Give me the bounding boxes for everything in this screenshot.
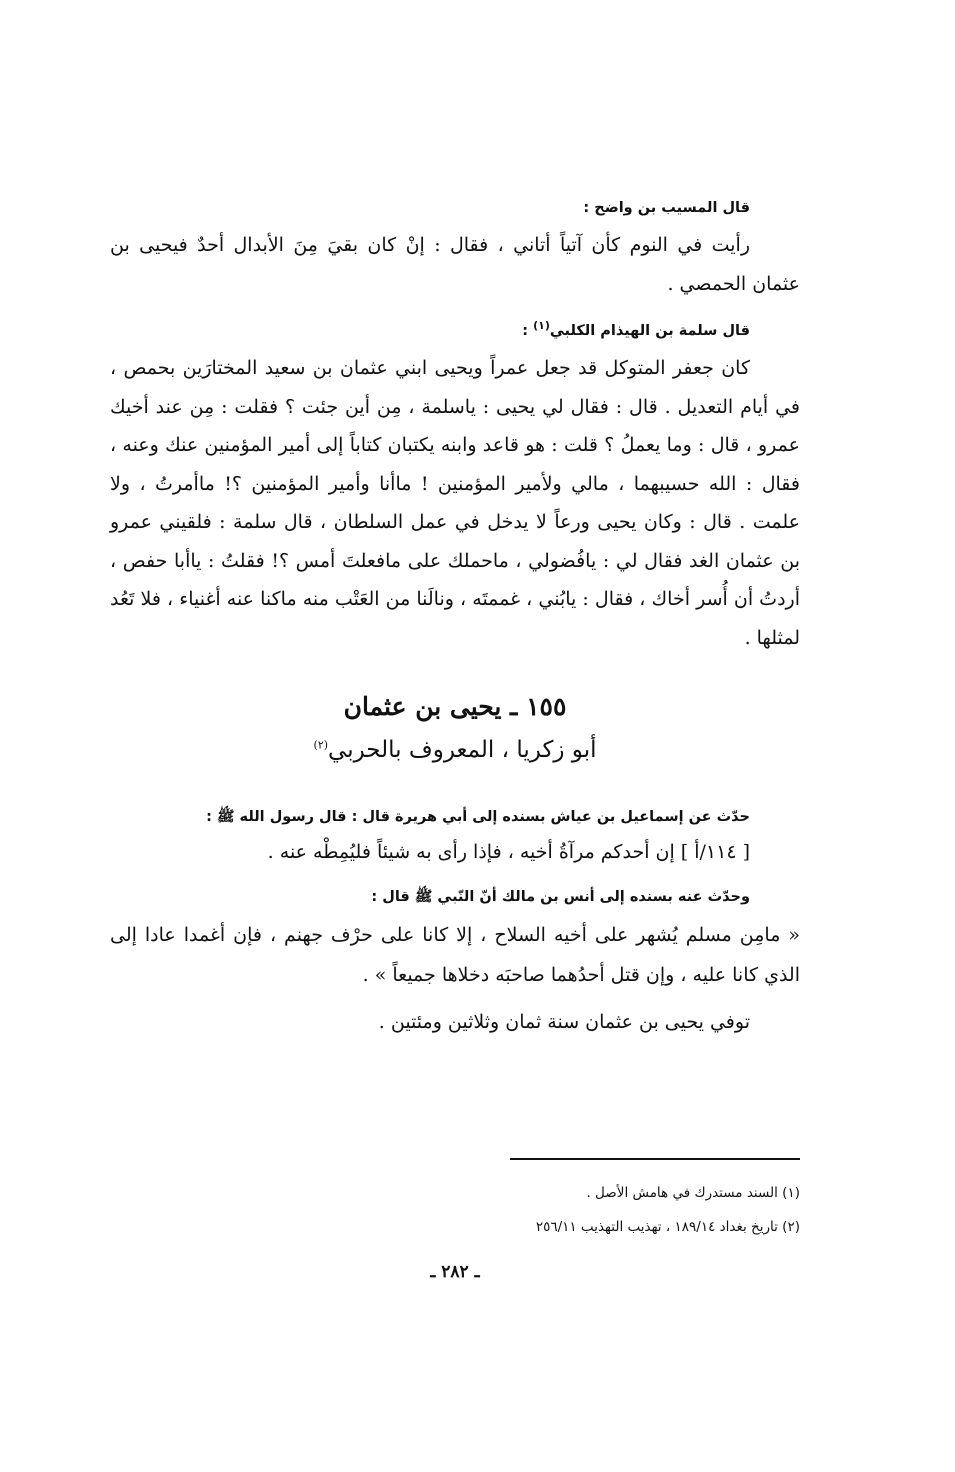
footnote-ref-2: (٢): [313, 738, 329, 752]
hadith1-intro: حدّث عن إسماعيل بن عياش بسنده إلى أبي هريرة قال : قال رسول الله ﷺ :: [206, 809, 750, 825]
footnote-divider: [510, 1158, 800, 1160]
footnote-ref-1: (١): [533, 319, 550, 333]
speaker-salama-label: قال سلمة بن الهيذام الكلبي: [549, 323, 750, 339]
speaker-musayyib: قال المسيب بن واضح :: [583, 200, 750, 216]
death-note: توفي يحيى بن عثمان سنة ثمان وثلاثين ومئتين .: [378, 1011, 750, 1033]
footnotes: [110, 1176, 800, 1244]
speaker-salama-suffix: :: [522, 323, 534, 339]
entry-subtitle: [110, 729, 800, 771]
hadith2-intro: وحدّث عنه بسنده إلى أنس بن مالك أنّ النّبي ﷺ قال :: [371, 889, 750, 905]
footnote-1: (١) السند مستدرك في هامش الأصل .: [586, 1185, 800, 1201]
page-body: [110, 190, 800, 1350]
entry-title: ١٥٥ ـ يحيى بن عثمان: [343, 692, 567, 721]
spacer: [110, 303, 800, 313]
spacer: [110, 657, 800, 685]
hadith1-text: [ ١١٤/أ ] إن أحدكم مرآةُ أخيه ، فإذا رأى به شيئاً فليُمِطْه عنه .: [267, 841, 750, 863]
paragraph-dream: رأيت في النوم كأن آتياً أتاني ، فقال : إنْ كان بقيَ مِنَ الأبدال أحدٌ فيحيى بن عثمان الحمصي .: [110, 234, 800, 295]
speaker-salama: [110, 313, 800, 349]
spacer: [110, 995, 800, 1005]
paragraph-story: كان جعفر المتوكل قد جعل عمراً ويحيى ابني عثمان بن سعيد المختارَين بحمص ، في أيام التعديل . قال : فقال لي يحيى : ياسلمة ، مِن أين جئت ؟ فقلت : مِن عند أخيك عمرو ، قال : وما يعملُ ؟ قلت : هو قاعد وابنه يكتبان كتاباً إلى أمير المؤمنين عنك وعنه ، فقال : الله حسيبهما ، مالي ولأمير المؤمنين ! ماأنا وأمير المؤمنين ؟! ماأمرتُ ، ولا علمت . قال : وكان يحيى ورعاً لا يدخل في عمل السلطان ، قال سلمة : فلقيني عمرو بن عثمان الغد فقال لي : يافُضولي ، ماحملك على مافعلتَ أمس ؟! فقلتُ : ياأبا حفص ، أردتُ أن أُسر أخاك ، فقال : يابُني ، غممتَه ، ونالَنا من العَتْب منه ماكنا عنه أغنياء ، فلا تَعُد لمثلها .: [110, 357, 800, 649]
spacer: [110, 869, 800, 879]
footnote-2: (٢) تاريخ بغداد ١٨٩/١٤ ، تهذيب التهذيب ٢٥٦/١١: [535, 1219, 800, 1235]
entry-subtitle-text: أبو زكريا ، المعروف بالحربي: [328, 737, 597, 763]
spacer: [110, 771, 800, 799]
hadith2-text: « مامِن مسلم يُشهر على أخيه السلاح ، إلا كانا على حرْف جهنم ، فإن أغمدا عادا إلى الذي كانا عليه ، وإن قتل أحدُهما صاحبَه دخلاها جميعاً » .: [110, 924, 800, 986]
page-number: ـ ٢٨٢ ـ: [430, 1262, 480, 1282]
